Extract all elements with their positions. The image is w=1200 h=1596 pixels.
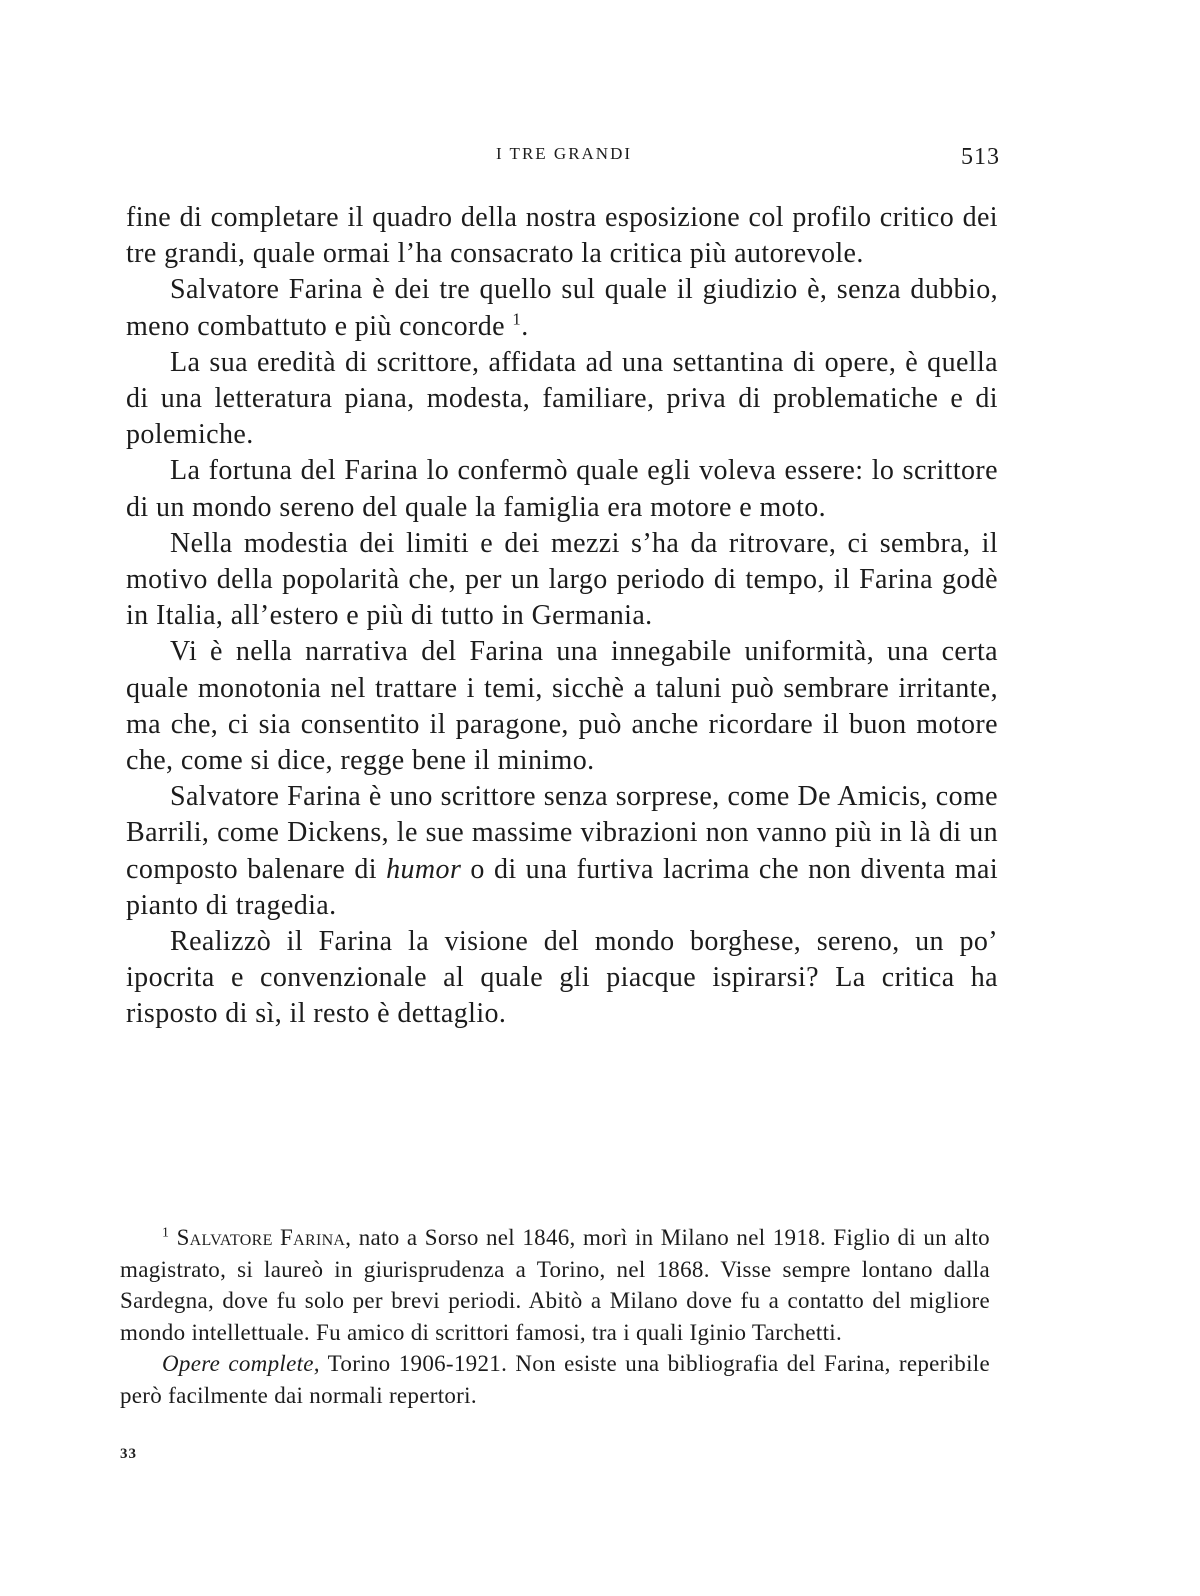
- paragraph-6: Vi è nella narrativa del Farina una innegabile uniformità, una certa quale monotonia nel trattare i temi, sicchè a taluni può sembrare irritante, ma che, ci sia consentito il paragone, può anche ricordare il buon motore che, come si dice, regge bene il minimo.: [126, 636, 998, 777]
- paragraph-3: La sua eredità di scrittore, affidata ad una settantina di opere, è quella di una letteratura piana, modesta, familiare, priva di problematiche e di polemiche.: [126, 346, 998, 451]
- paragraph-7: [126, 779, 998, 924]
- paragraph-2: [126, 272, 998, 344]
- footnote-1-name: Salvatore Farina: [176, 1225, 346, 1250]
- footnote-2-italic: Opere complete,: [162, 1351, 320, 1376]
- paragraph-2-text: Salvatore Farina è dei tre quello sul quale il giudizio è, senza dubbio, meno combattuto e più concorde: [126, 274, 998, 342]
- paragraph-7-italic: humor: [386, 853, 462, 885]
- footnote-1: [120, 1222, 990, 1348]
- paragraph-7-text-b: o di una furtiva lacrima che non diventa mai pianto di tragedia.: [126, 853, 998, 921]
- paragraph-4: La fortuna del Farina lo confermò quale egli voleva essere: lo scrittore di un mondo sereno del quale la famiglia era motore e moto.: [126, 455, 998, 523]
- signature-mark: 33: [120, 1446, 137, 1462]
- running-title: I TRE GRANDI: [495, 144, 633, 163]
- footnote-2-text: Torino 1906-1921. Non esiste una bibliografia del Farina, reperibile però facilmente dai normali repertori.: [120, 1351, 990, 1408]
- running-head: [128, 138, 1000, 178]
- footnote-2: [120, 1348, 990, 1411]
- paragraph-5: Nella modestia dei limiti e dei mezzi s’ha da ritrovare, ci sembra, il motivo della popolarità che, per un largo periodo di tempo, il Farina godè in Italia, all’estero e più di tutto in Germania.: [126, 527, 998, 632]
- footnote-1-mark: 1: [162, 1224, 170, 1240]
- footnote-reference: 1: [512, 309, 522, 329]
- paragraph-7-text-a: Salvatore Farina è uno scrittore senza sorprese, come De Amicis, come Barrili, come Dickens, le sue massime vibrazioni non vanno più in là di un composto balenare di: [126, 781, 998, 885]
- page-number: 513: [961, 144, 1000, 170]
- paragraph-2-end: .: [521, 310, 529, 342]
- paragraph-1: fine di completare il quadro della nostra esposizione col profilo critico dei tre grandi, quale ormai l’ha consacrato la critica più autorevole.: [126, 202, 998, 270]
- body-text: [126, 200, 998, 1033]
- paragraph-8: Realizzò il Farina la visione del mondo borghese, sereno, un po’ ipocrita e convenzionale al quale gli piacque ispirarsi? La critica ha risposto di sì, il resto è dettaglio.: [126, 926, 998, 1030]
- footnotes: [120, 1222, 990, 1411]
- footnote-1-text: , nato a Sorso nel 1846, morì in Milano nel 1918. Figlio di un alto magistrato, si laureò in giurisprudenza a Torino, nel 1868. Visse sempre lontano dalla Sardegna, dove fu solo per brevi periodi. Abitò a Milano dove fu a contatto del migliore mondo intellettuale. Fu amico di scrittori famosi, tra i quali Iginio Tarchetti.: [120, 1225, 990, 1345]
